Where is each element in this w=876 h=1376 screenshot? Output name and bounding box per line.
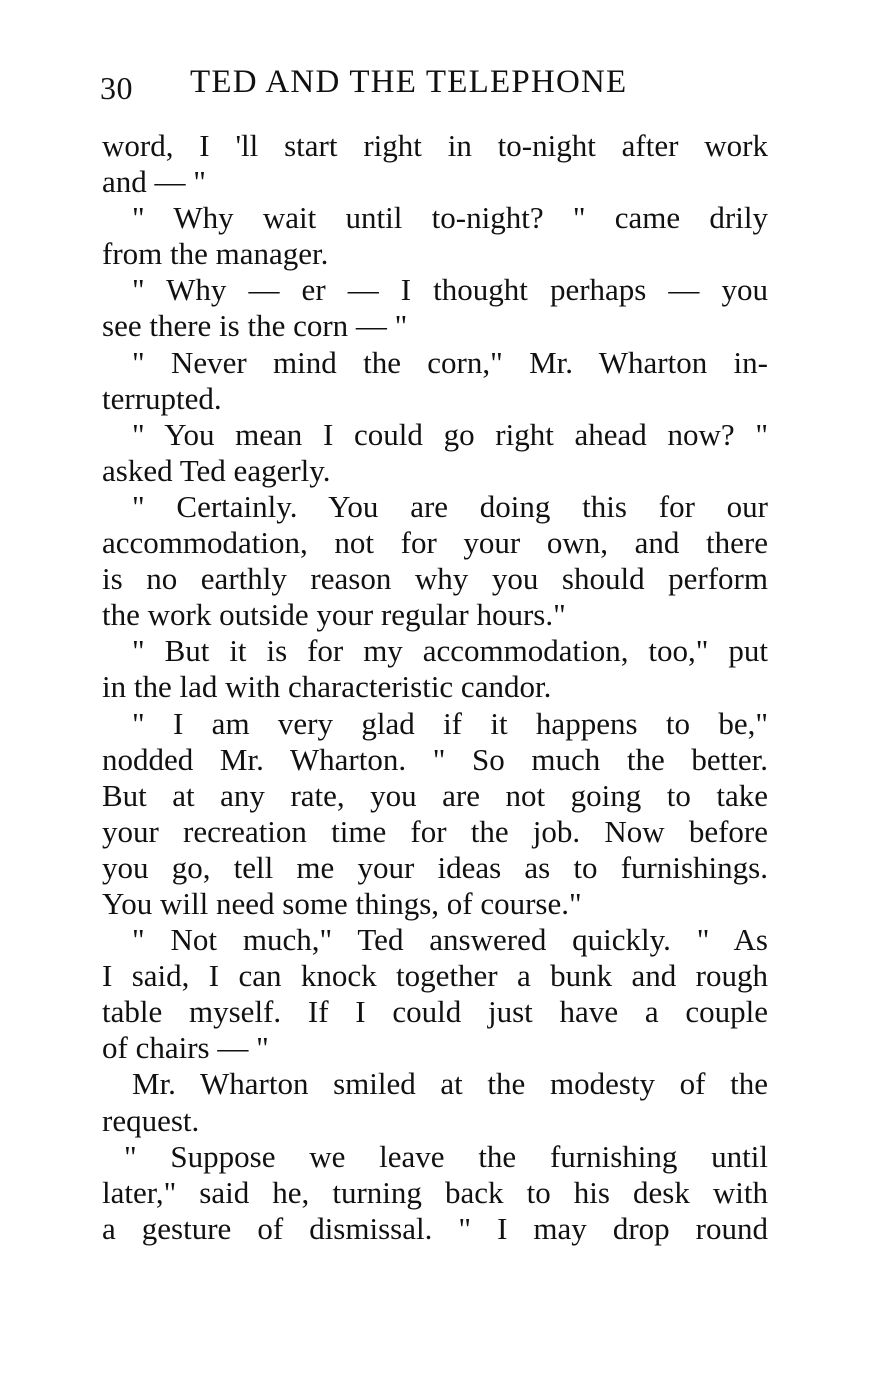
text-line: " Not much," Ted answered quickly. " As [132,922,768,958]
text-line: see there is the corn — " [102,308,408,344]
page-number: 30 [100,70,133,106]
text-line: accommodation, not for your own, and there [102,525,768,561]
text-line: You will need some things, of course." [102,885,582,921]
text-line: table myself. If I could just have a couple [102,994,768,1030]
text-line: " Certainly. You are doing this for our [132,488,768,524]
page-header [100,64,780,110]
text-line: " Suppose we leave the furnishing until [124,1138,768,1174]
text-line: from the manager. [102,236,329,272]
text-line: a gesture of dismissal. " I may drop round [102,1210,768,1246]
text-line: of chairs — " [102,1030,269,1066]
text-line: is no earthly reason why you should perform [102,561,768,597]
text-line: " Why wait until to-night? " came drily [132,200,768,236]
text-line: But at any rate, you are not going to take [102,777,768,813]
text-line: and — " [102,164,206,200]
text-line: " Never mind the corn," Mr. Wharton in- [132,344,768,380]
text-line: request. [102,1102,200,1138]
body-text [102,128,768,1247]
text-line: terrupted. [102,380,222,416]
text-line: the work outside your regular hours." [102,597,566,633]
text-line: nodded Mr. Wharton. " So much the better. [102,741,768,777]
running-head-title: TED AND THE TELEPHONE [190,64,628,100]
text-line: your recreation time for the job. Now before [102,813,768,849]
text-line: " But it is for my accommodation, too," put [132,633,768,669]
text-line: asked Ted eagerly. [102,452,331,488]
text-line: Mr. Wharton smiled at the modesty of the [132,1066,768,1102]
text-line: in the lad with characteristic candor. [102,669,552,705]
text-line: later," said he, turning back to his desk with [102,1174,768,1210]
text-line: " I am very glad if it happens to be," [132,705,768,741]
text-line: I said, I can knock together a bunk and rough [102,958,768,994]
text-line: " Why — er — I thought perhaps — you [132,272,768,308]
text-line: you go, tell me your ideas as to furnishings. [102,849,768,885]
text-line: word, I 'll start right in to-night after work [102,128,768,163]
text-line: " You mean I could go right ahead now? " [132,416,768,452]
